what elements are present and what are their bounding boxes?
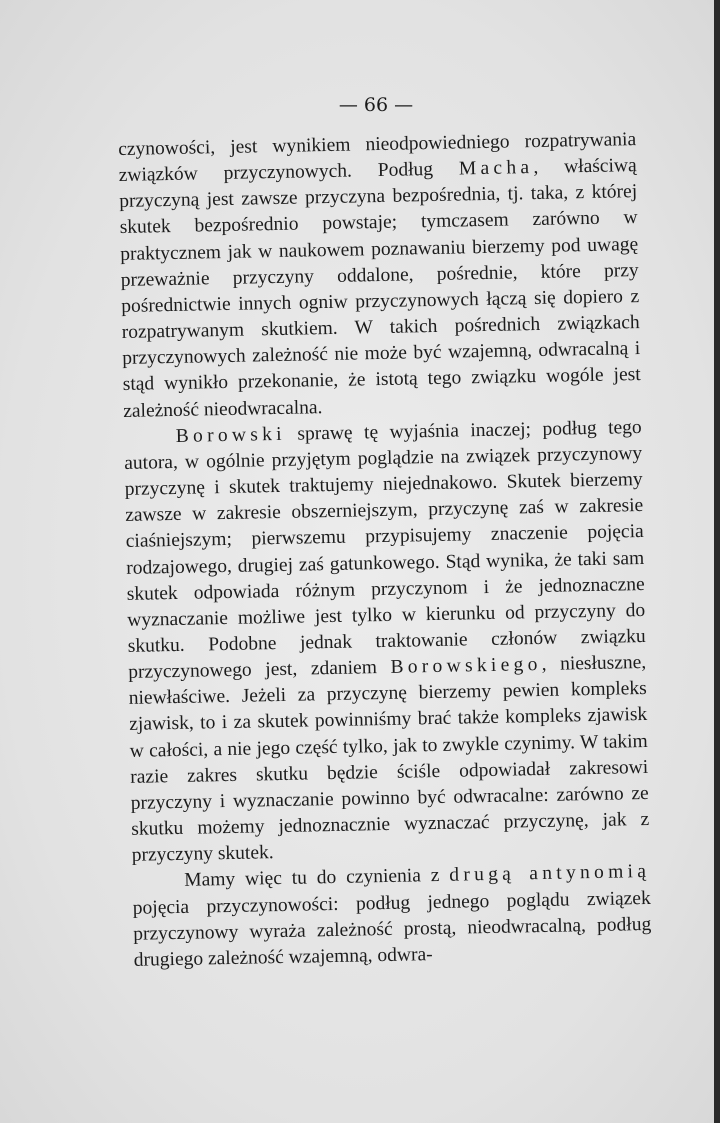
text-segment: , niesłuszne, niewłaściwe. Jeżeli za przyczynę bierzemy pewien kompleks zjawisk, to i za skutek powinniśmy brać także kompleks zjawisk w całości, a nie jego część tylko, jak to zwykle czynimy. W takim razie zakres skutku będzie ściśle odpowiadał zakresowi przyczyny i wyznaczanie powinno być odwracalne: zarówno ze skutku możemy jednoznacznie wyznaczać przyczynę, jak z przyczyny skutek.: [128, 652, 650, 867]
text-segment: sprawę tę wyjaśnia inaczej; podług tego autora, w ogólnie przyjętym poglądzie na związek przyczynowy przyczynę i skutek traktujemy niejednakowo. Skutek bierzemy zawsze w zakresie obszerniejszym, przyczynę zaś w zakresie ciaśniejszym; pierwszemu przypisujemy znaczenie pojęcia rodzajowego, drugiej zaś gatunkowego. Stąd wynika, że taki sam skutek odpowiada różnym przyczynom i że jednoznaczne wyznaczanie możliwe jest tylko w kierunku od przyczyny do skutku. Podobne jednak traktowanie członów związku przyczynowego jest, zdaniem: [124, 416, 646, 684]
paragraph-2: [124, 415, 650, 870]
emphasis-druga-antynomia: drugą antynomią: [449, 861, 651, 887]
text-segment: pojęcia przyczynowości: podług jednego poglądu związek przyczynowy wyraża zależność prostą, nieodwracalną, podług drugiego zależność wzajemną, odwra-: [132, 887, 652, 971]
paragraph-3: [132, 859, 652, 974]
text-segment: Mamy więc tu do czynienia z: [184, 865, 450, 892]
text-segment: , właściwą przyczyną jest zawsze przyczyna bezpośrednia, tj. taka, z której skutek bezpośrednio powstaje; tymczasem zarówno w praktycznem jak w naukowem poznawaniu bierzemy pod uwagę przeważnie przyczyny oddalone, pośrednie, które przy pośrednictwie innych ogniw przyczynowych łączą się dopiero z rozpatrywanym skutkiem. W takich pośrednich związkach przyczynowych zależność nie może być wzajemną, odwracalną i stąd wynikło przekonanie, że istotą tego związku wogóle jest zależność nieodwracalna.: [119, 155, 641, 422]
author-name-borowskiego: Borowskiego: [390, 654, 542, 678]
author-name-borowski: Borowski: [175, 423, 287, 447]
author-name-mach: Macha: [458, 157, 534, 180]
page-number: — 66 —: [338, 94, 414, 116]
paragraph-1: [118, 127, 641, 425]
page-edge-shadow: [714, 0, 720, 1123]
text-segment: czynowości, jest wynikiem nieodpowiedniego rozpatrywania związków przyczynowych. Podług: [118, 129, 637, 187]
body-text: [118, 127, 652, 974]
